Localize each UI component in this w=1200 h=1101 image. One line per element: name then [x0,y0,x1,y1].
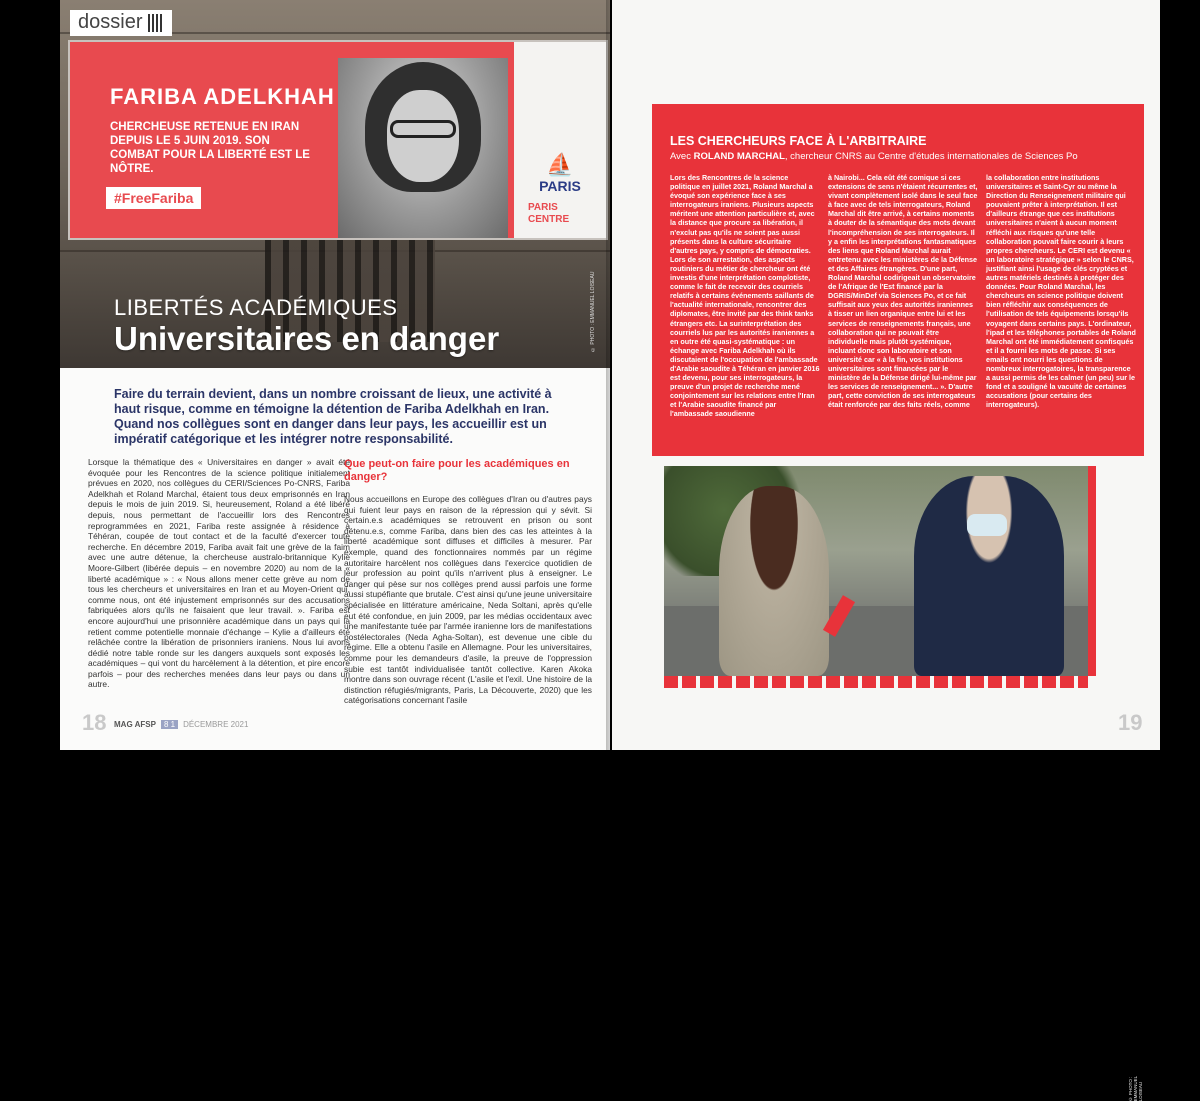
dossier-label [70,10,172,36]
freefariba-banner [68,40,608,240]
box-subtitle-name: ROLAND MARCHAL [693,151,785,162]
banner-hashtag: #FreeFariba [106,187,201,209]
paris-centre-text: PARIS CENTRE [528,202,570,225]
page-number: 19 [1118,710,1143,735]
article-lead: Faire du terrain devient, dans un nombre croissant de lieux, une activité à haut risque, comme en témoigne la détention de Fariba Adelkhah en Iran. Quand nos collègues sont en danger dans leur pays, les accueillir est un impératif catégorique et les intégrer notre responsabilité. [114,387,552,446]
box-subtitle-prefix: Avec [670,151,694,162]
hero-photo [60,0,610,368]
footer-issue: 8 1 [161,720,178,729]
banner-text: CHERCHEUSE RETENUE EN IRAN DEPUIS LE 5 JUIN 2019. SON COMBAT POUR LA LIBERTÉ EST LE NÔTRE. [110,121,310,175]
paris-logo-text: PARIS [539,178,581,194]
article-headline: Universitaires en danger [114,320,500,357]
box-column-2: à Nairobi... Cela eût été comique si ces extensions de sens n'étaient récurrentes et, vivant complètement isolé dans le seul face à face avec de tels interrogateurs, Roland Marchal dit être arrivé, à certains moments à douter de la sémantique des mots devant l'incompréhension de ses interrogateurs. Il y a enfin les interprétations fantasmatiques des liens que Roland Marchal aurait entretenu avec les ministères de la Défense et des Affaires étrangères. D'une part, Roland Marchal codirigeait un observatoire de l'Afrique de l'Est financé par la DGRIS/MinDef via Sciences Po, et ce fait suffisait aux yeux des autorités iraniennes à tisser un lien organique entre lui et les services de renseignements français, une collaboration qui ne pouvait être individuelle mais plutôt systémique, incluant donc son laboratoire et son université car « à la fin, vos institutions universitaires sont financées par le ministère de la Défense dirigé lui-même par les services de renseignement... ». D'autre part, cette conviction de ses interrogateurs était renforcée par des faits réels, comme [828,173,978,410]
page-footer [114,720,248,729]
footer-date: DÉCEMBRE 2021 [183,720,249,729]
ship-icon: ⛵ [546,152,574,177]
face-mask [967,514,1007,536]
footer-brand: MAG AFSP [114,720,156,729]
right-page [612,0,1160,1101]
subheading: Que peut-on faire pour les académiques en danger? [344,458,570,483]
left-page [60,0,610,750]
section-kicker: LIBERTÉS ACADÉMIQUES [114,295,398,320]
interviewer-figure [719,486,829,676]
portrait-glasses [390,120,456,138]
box-title: LES CHERCHEURS FACE À L'ARBITRAIRE [670,134,927,148]
box-subtitle [670,151,1078,162]
decorative-ribbon [664,676,1088,688]
box-subtitle-rest: , chercheur CNRS au Centre d'études internationales de Sciences Po [784,151,1078,162]
photo-credit: © PHOTO : EMMANUEL LOISEAU [590,271,596,352]
body-column-1: Lorsque la thématique des « Universitaires en danger » avait été évoquée pour les Rencontres de la science politique initialement prévues en 2020, nos collègues du CERI/Sciences Po-CNRS, Fariba Adelkhah et Roland Marchal, étaient tous deux emprisonnés en Iran depuis le mois de juin 2019. Si, heureusement, Roland a été libéré depuis, nous permettant de l'accueillir lors des Rencontres reprogrammées en 2021, Fariba reste assignée à résidence à Téhéran, coupée de tout contact et de la faculté d'exercer toute recherche. En décembre 2019, Fariba avait fait une grève de la faim avec une autre détenue, la chercheuse australo-britannique Kylie Moore-Gilbert (libérée depuis – en novembre 2020) au nom de la « liberté académique » : « Nous allons mener cette grève au nom de tous les chercheurs et universitaires en Iran et au Moyen-Orient qui, comme nous, ont été injustement emprisonnés sur des accusations fabriquées alors qu'ils ne faisaient que leur travail. ». Fariba est encore aujourd'hui une prisonnière académique dans un pays qui la retient comme potentielle monnaie d'échange – Kylie a d'ailleurs été relâchée contre la libération de prisonniers iraniens. Nous lui avons dédié notre table ronde sur les dangers auxquels sont exposés les académiques – qui vont du harcèlement à la détention, et pire encore parfois – pour des recherches menées dans leur pays ou dans un autre. [88,457,350,690]
body-column-2: Nous accueillons en Europe des collègues d'Iran ou d'autres pays qui fuient leur pays en raison de la répression qui y sévit. Si certain.e.s académiques se retrouvent en prison ou sont détenu.e.s, comme Fariba, dans bien des cas les atteintes à la liberté académique sont diffuses et difficiles à mesurer. Par exemple, quand des fonctionnaires nommés par un régime autoritaire harcèlent nos collègues dans l'exercice quotidien de leur profession au point qu'ils n'arrivent plus à enseigner. Le danger qui pèse sur nos collèges prend aussi parfois une forme aussi stupéfiante que brutale. C'est ainsi qu'une jeune universitaire spécialisée en littérature américaine, Neda Soltani, après qu'elle eut été confondue, en juin 2009, par les médias occidentaux avec une manifestante tuée par l'armée iranienne lors de manifestations postélectorales (Neda Agha-Soltan), est devenue une cible du régime. Elle a obtenu l'asile en Allemagne. Pour les universitaires, comme pour les demandeurs d'asile, la preuve de l'oppression subie est tantôt individualisée tantôt collective. Karen Akoka montre dans son ouvrage récent (L'asile et l'exil. Une histoire de la distinction réfugiés/migrants, Paris, La Découverte, 2020) que les catégorisations concernant l'asile [344,494,592,706]
paris-logo [532,152,588,194]
barcode-icon [148,14,164,32]
photo-credit: © PHOTO : EMMANUEL LOISEAU [1128,1076,1143,1101]
interviewee-figure [914,476,1064,676]
page-number: 18 [82,710,107,735]
photo-red-edge [1088,466,1096,676]
box-column-1: Lors des Rencontres de la science politique en juillet 2021, Roland Marchal a évoqué son expérience face à ses interrogateurs iraniens. Plusieurs aspects méritent une attention particulière et, avec la distance que procure sa libération, il n'exclut pas qu'ils ne soient pas aussi présents dans la culture sécuritaire d'autres pays, y compris de démocraties. Lors de son arrestation, des aspects routiniers du métier de chercheur ont été investis d'une interprétation complotiste, comme le fait de recevoir des courriels relatifs à certains événements saillants de l'actualité internationale, rencontrer des diplomates, être invité par des think tanks étrangers etc. La surinterprétation des courriels lus par les autorités iraniennes a en outre été quasi-systématique : un échange avec Fariba Adelkhah où ils discutaient de l'occupation de l'ambassade d'Arabie saoudite à Téhéran en janvier 2016 est devenu, pour ses interrogateurs, la preuve d'un projet de recherche mené conjointement sur les relations entre l'Iran et l'Arabie saoudite financé par l'ambassade saoudienne [670,173,820,419]
dossier-text: dossier [78,11,143,33]
box-column-3: la collaboration entre institutions universitaires et Saint-Cyr ou même la Direction du Renseignement militaire qui pouvaient prêter à interprétation. Il est d'ailleurs étrange que ces institutions universitaires n'aient à aucun moment réfléchi aux risques qu'une telle collaboration pouvait faire courir à leurs propres chercheurs. Le CERI est devenu « un laboratoire stratégique » selon le CNRS, justifiant ainsi l'usage de clés cryptées et autres matériels destinés à protéger des données. Pour Roland Marchal, les chercheurs en science politique doivent bien réfléchir aux conséquences de l'utilisation de tels équipements lorsqu'ils voyagent dans certains pays. L'ordinateur, l'ipad et les téléphones portables de Roland Marchal ont été immédiatement confisqués et il a fourni les mots de passe. Si ses emails ont nourri les questions de nombreux interrogatoires, la transparence a aussi permis de les calmer (un peu) sur le fond et a souligné la vacuité de certaines accusations (pour certains des interrogateurs). [986,173,1136,410]
banner-name: FARIBA ADELKHAH [110,84,335,109]
